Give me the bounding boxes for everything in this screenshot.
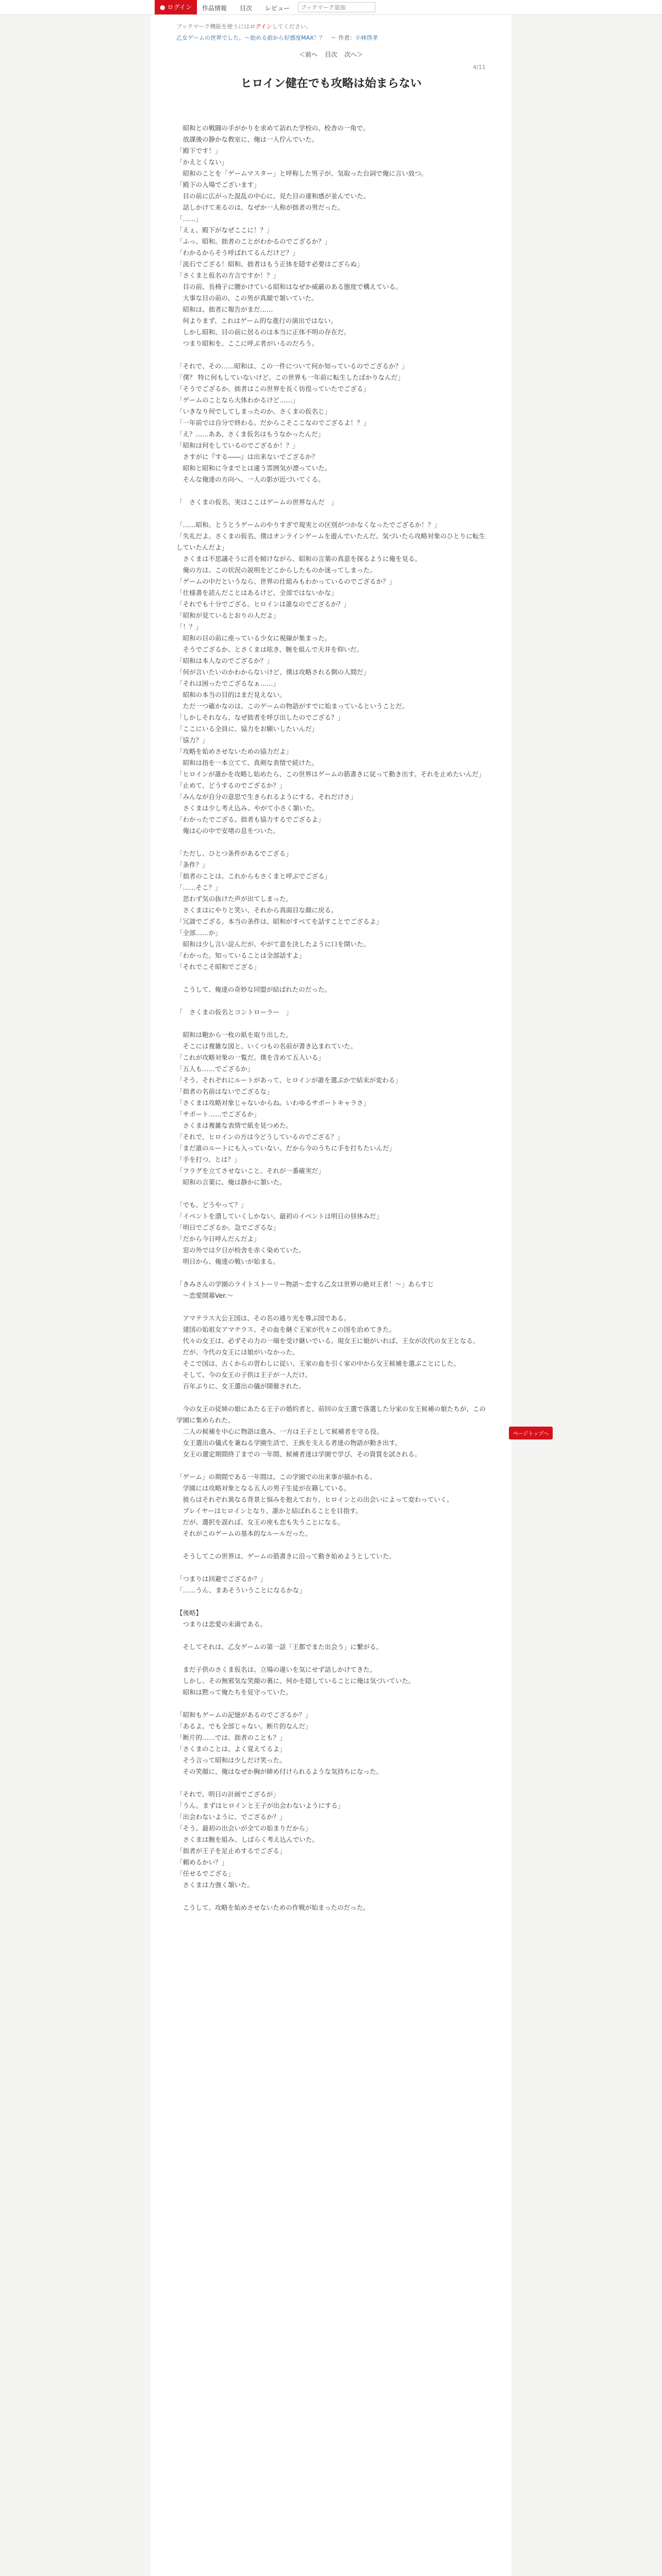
paragraph: 「……そこ？」: [176, 884, 222, 891]
paragraph: だが、今代の女王には娘がいなかった。: [176, 1348, 299, 1356]
paragraph: [176, 508, 486, 519]
paragraph: 百年ぶりに、女王選出の儀が開催された。: [176, 1382, 306, 1390]
paragraph: 「それでも十分でござる。ヒロインは誰なのでござるか？」: [176, 600, 351, 608]
paragraph: そんな俺達の方向へ、一人の影が近づいてくる。: [176, 476, 325, 483]
paragraph: 「殿下の入場でございます」: [176, 181, 260, 189]
paragraph: さくまは不思議そうに首を傾けながら、昭和の言葉の真意を探るように俺を見る。: [176, 555, 422, 563]
bookmark-input[interactable]: [298, 2, 375, 12]
paragraph: 「そう。最初の出会いが全ての始まりだから」: [176, 1824, 312, 1832]
paragraph: [176, 1891, 486, 1902]
paragraph: 「え？……ああ、さくま仮名はもうなかったんだ」: [176, 430, 325, 438]
nav-link-review[interactable]: レビュー: [265, 4, 290, 12]
paragraph: しかし昭和、目の前に居るのは本当に正体不明の存在だ。: [176, 328, 351, 336]
paragraph: 昭和は黙って俺たちを見守っていた。: [176, 1688, 293, 1696]
paragraph: 昭和と昭和に今までとは違う雰囲気が漂っていた。: [176, 464, 332, 472]
paragraph: 「協力？」: [176, 736, 209, 744]
paragraph: 「一年前では自分で終わる。だからこそここなのでござるよ！？」: [176, 419, 370, 427]
paragraph: 「冗談でござる。本当の条件は、昭和がすべてを話すことでござるよ」: [176, 918, 383, 925]
paragraph: 何よりまず、これはゲーム的な進行の演出ではない。: [176, 317, 337, 325]
paragraph: 「……昭和。とうとうゲームのやりすぎで現実との区別がつかなくなったでござるか！？」: [176, 521, 441, 529]
user-icon: ●: [160, 4, 166, 11]
paragraph: [176, 1539, 486, 1551]
paragraph: つまり昭和を、ここに呼ぶ者がいるのだろう。: [176, 340, 319, 347]
paragraph: 昭和は、拙者に報告がまだ……: [176, 306, 273, 313]
paragraph: [176, 1562, 486, 1573]
paragraph: 「いきなり何でしてしまったのか。さくまの仮名じ」: [176, 408, 332, 415]
top-navigation: [0, 0, 662, 15]
paragraph: 女王選出の儀式を兼ねる学園生活で、王族を支える者達の物語が動き出す。: [176, 1439, 402, 1447]
paragraph: 【後略】: [176, 1609, 203, 1617]
paragraph: そうでござるか、とさくまは呟き、腕を組んで天井を仰いだ。: [176, 646, 363, 653]
paragraph: 「えぇ、殿下がなぜここに！？」: [176, 226, 273, 234]
paragraph: 「昭和が見ているとおりの人だよ」: [176, 612, 280, 619]
author-link[interactable]: 小林啓孝: [355, 35, 378, 41]
paragraph: 「ゲームのことなら大体わかるけど……」: [176, 396, 299, 404]
paragraph: それがこのゲームの基本的なルールだった。: [176, 1530, 312, 1537]
paragraph: 「僕？ 特に何もしていないけど。この世界も一年前に転生したばかりなんだ」: [176, 374, 404, 381]
paragraph: 「……うん、まあそういうことになるかな」: [176, 1586, 306, 1594]
paragraph: [176, 1630, 486, 1641]
paragraph: [176, 1777, 486, 1789]
paragraph: 「それで、ヒロインの方は今どうしているのでござる？」: [176, 1133, 344, 1141]
paragraph: [176, 1392, 486, 1403]
paragraph: そこで国は、古くからの習わしに従い、王家の血を引く家の中から女王候補を選ぶことにした。: [176, 1360, 460, 1367]
paragraph: 彼らはそれぞれ異なる背景と悩みを抱えており、ヒロインとの出会いによって変わっていく。: [176, 1496, 453, 1503]
paragraph: 「きみさんの学園のライトストーリー物語～恋する乙女は世界の絶対王者！～」あらすじ: [176, 1280, 434, 1288]
paragraph: 「ここにいる全員に、協力をお願いしたいんだ」: [176, 725, 319, 733]
paragraph: 「でも、どうやって？」: [176, 1201, 247, 1209]
paragraph: だが、選択を誤れば、女王の座も恋も失うことになる。: [176, 1518, 344, 1526]
paragraph: 目の前に広がった混乱の中心に、見た目の違和感が並んでいた。: [176, 192, 370, 200]
paragraph: [176, 1301, 486, 1313]
paragraph: 今の女王の従姉の娘にあたる王子の婚約者と、前回の女王選で落選した分家の女王候補の娘たちが、この学園に集められた。: [176, 1405, 486, 1424]
paragraph: 「そう。それぞれにルートがあって、ヒロインが誰を選ぶかで結末が変わる」: [176, 1076, 402, 1084]
paragraph: 「頼めるかい？」: [176, 1858, 228, 1866]
author-prefix: 作者：: [338, 35, 356, 41]
paragraph: 「あるよ。でも全部じゃない。断片的なんだ」: [176, 1722, 312, 1730]
paragraph: 女王の選定期間終了までの一年間、候補者達は学園で学び、その資質を試される。: [176, 1450, 421, 1458]
paragraph: 「さくまのことは、よく覚えてるよ」: [176, 1745, 286, 1753]
notice-login-link[interactable]: ログイン: [250, 23, 272, 30]
paragraph: [176, 1267, 486, 1279]
paragraph: 「しかしそれなら、なぜ拙者を呼び出したのでござる？」: [176, 714, 344, 721]
paragraph: アマテラス大公王国は、その名の通り光を尊ぶ国である。: [176, 1314, 351, 1322]
paragraph: 「全部……か」: [176, 929, 222, 937]
paragraph: 「！？」: [176, 623, 203, 631]
series-title-link[interactable]: 乙女ゲームの世界でした。～始める前から好感度MAX！？ ～: [176, 35, 337, 41]
paragraph: 「それでこそ昭和でござる」: [176, 963, 260, 971]
paragraph: 「サポート……でござるか」: [176, 1110, 260, 1118]
paragraph: ～恋愛開幕Ver.～: [176, 1292, 234, 1299]
prev-link[interactable]: ＜前へ: [299, 51, 318, 58]
novel-body: [176, 111, 486, 1913]
paragraph: 「明日でござるか。急でござるな」: [176, 1224, 280, 1231]
paragraph: こうして、攻略を始めさせないための作戦が始まったのだった。: [176, 1904, 370, 1911]
paragraph: 昭和は少し言い淀んだが、やがて意を決したように口を開いた。: [176, 940, 370, 948]
paragraph: 俺は心の中で安堵の息をついた。: [176, 827, 280, 835]
paragraph: 学園には攻略対象となる五人の男子生徒が在籍している。: [176, 1484, 351, 1492]
paragraph: 「 さくまの仮名とコントローラー 」: [176, 1008, 293, 1016]
paragraph: 昭和は鞄から一枚の紙を取り出した。: [176, 1031, 293, 1039]
paragraph: 「五人も……でござるか」: [176, 1065, 254, 1073]
paragraph: 「それで、明日の計画でござるが」: [176, 1790, 279, 1798]
paragraph: 「それは困ったでござるなぁ……」: [176, 680, 280, 687]
paragraph: [176, 111, 486, 123]
paragraph: 「流石でござる！昭和、拙者はもう正体を隠す必要はござらぬ」: [176, 260, 363, 268]
paragraph: 代々の女王は、必ずその力の一端を受け継いでいる。現女王に娘がいれば、王女が次代の女王となる。: [176, 1337, 479, 1345]
paragraph: 「ヒロインが誰かを攻略し始めたら、この世界はゲームの筋書きに従って動き出す。それを止めたいんだ」: [176, 770, 485, 778]
paragraph: 「ただし、ひとつ条件があるでござる」: [176, 850, 292, 857]
paragraph: 昭和との戦闘の手がかりを求めて訪れた学校の、校舎の一角で。: [176, 124, 370, 132]
paragraph: 「ゲーム」の期間である一年間は、この学園での出来事が描かれる。: [176, 1473, 376, 1481]
paragraph: つまりは恋愛の未満である。: [176, 1620, 267, 1628]
paragraph: 昭和の言葉に、俺は静かに頷いた。: [176, 1178, 286, 1186]
paragraph: 昭和のことを「ゲームマスター」と呼称した男子が、気取った台詞で俺に言い放つ。: [176, 170, 427, 177]
notice-text: ブックマーク機能を使うには: [176, 23, 250, 30]
paragraph: [176, 1018, 486, 1029]
paragraph: さくまは力強く頷いた。: [176, 1881, 254, 1889]
paragraph: 明日から、俺達の戦いが始まる。: [176, 1258, 280, 1265]
paragraph: まだ子供のさくま仮名は、立場の違いを気にせず話しかけてきた。: [176, 1666, 376, 1673]
paragraph: 「さくまと仮名の方言ですか！？」: [176, 272, 280, 279]
paragraph: 「ゲームの中だというなら、世界の仕組みもわかっているのでござるか？」: [176, 578, 396, 585]
next-link[interactable]: 次へ＞: [344, 51, 363, 58]
paragraph: 二人の候補を中心に物語は進み、一方は王子として候補者を守る役。: [176, 1428, 383, 1435]
paragraph: 「そうでござるか。拙者はこの世界を長く彷徨っていたでござる」: [176, 385, 370, 393]
paragraph: 「うん。まずはヒロインと王子が出会わないようにする」: [176, 1802, 344, 1809]
paragraph: 「何が言いたいのかわからないけど、僕は攻略される側の人間だ」: [176, 668, 370, 676]
paragraph: 大事な目の前の、この男が真顔で頷いていた。: [176, 294, 318, 302]
paragraph: プレイヤーはヒロインとなり、誰かと結ばれることを目指す。: [176, 1507, 362, 1515]
paragraph: 「ふっ、昭和。拙者のことがわかるのでござるか？」: [176, 238, 332, 245]
bookmark-notice: [176, 22, 486, 30]
paragraph: 「仕様書を読んだことはあるけど、全部ではないかな」: [176, 589, 338, 597]
paragraph: その笑顔に、俺はなぜか胸が締め付けられるような気持ちになった。: [176, 1768, 383, 1775]
paragraph: [176, 485, 486, 497]
paragraph: [176, 837, 486, 848]
page-top-button[interactable]: ページトップへ: [509, 1427, 553, 1439]
paragraph: 「断片的……では、拙者のことも？」: [176, 1734, 286, 1741]
paragraph: 「失礼だよ。さくまの仮名、僕はオンラインゲームを遊んでいたんだ。気づいたら攻略対象のひとりに転生していたんだよ」: [176, 532, 486, 551]
paragraph: 昭和の本当の目的はまだ見えない。: [176, 691, 286, 699]
paragraph: 放課後の静かな教室に、俺は一人佇んでいた。: [176, 135, 319, 143]
paragraph: 目の前、長椅子に腰かけている昭和はなぜか威厳のある態度で構えている。: [176, 283, 402, 291]
paragraph: 話しかけて来るのは、なぜか一人称が拙者の男だった。: [176, 204, 344, 211]
paragraph: 「手を打つ、とは？」: [176, 1156, 241, 1163]
paragraph: 窓の外では夕日が校舎を赤く染めていた。: [176, 1246, 306, 1254]
main-content: [151, 15, 549, 2576]
paragraph: 「まだ誰のルートにも入っていない。だから今のうちに手を打ちたいんだ」: [176, 1144, 396, 1152]
paragraph: 「攻略を始めさせないための協力だよ」: [176, 748, 293, 755]
paragraph: [176, 973, 486, 984]
paragraph: さくまは腕を組み、しばらく考え込んでいた。: [176, 1836, 319, 1843]
paragraph: そしてそれは、乙女ゲームの第一話「王都でまた出会う」に繋がる。: [176, 1643, 383, 1651]
paragraph: [176, 1698, 486, 1709]
login-label: ログイン: [167, 4, 192, 11]
paragraph: 建国の始祖女アマテラス、その血を継ぐ王家が代々この国を治めてきた。: [176, 1326, 396, 1333]
paragraph: さくまはにやりと笑い、それから真面目な顔に戻る。: [176, 906, 338, 914]
paragraph: 「 さくまの仮名、実はここはゲームの世界なんだ 」: [176, 498, 338, 506]
paragraph: 「みんなが自分の意思で生きられるようにする。それだけさ」: [176, 793, 357, 801]
paragraph: そこには複雑な図と、いくつもの名前が書き込まれていた。: [176, 1042, 357, 1050]
nav-links: [197, 3, 295, 12]
paragraph: 「条件？」: [176, 861, 209, 869]
paragraph: 「イベントを潰していくしかない。最初のイベントは明日の昼休みだ」: [176, 1212, 383, 1220]
paragraph: 「昭和は何をしているのでござるか！？」: [176, 442, 299, 449]
paragraph: さくまは複雑な表情で紙を見つめた。: [176, 1122, 293, 1129]
paragraph: 「出会わないように、でござるか？」: [176, 1813, 286, 1821]
paragraph: そう言って昭和は少しだけ笑った。: [176, 1756, 286, 1764]
paragraph: 「わかったでござる。拙者も協力するでござるよ」: [176, 816, 325, 823]
paragraph: 「昭和は本人なのでござるか？」: [176, 657, 273, 665]
paragraph: [176, 1596, 486, 1607]
paragraph: [176, 1188, 486, 1199]
paragraph: さすがに『する――』は出来ないでござるか？: [176, 453, 319, 461]
paragraph: 「……」: [176, 215, 203, 223]
paragraph: [176, 349, 486, 361]
paragraph: 思わず気の抜けた声が出てしまった。: [176, 895, 293, 903]
pager: [176, 50, 486, 59]
paragraph: そして、今の女王の子供は王子が一人だけ。: [176, 1371, 311, 1379]
paragraph: 「殿下です！」: [176, 147, 222, 155]
nav-link-info[interactable]: 作品情報: [202, 4, 227, 12]
paragraph: さくまは少し考え込み、やがて小さく頷いた。: [176, 804, 319, 812]
paragraph: 昭和は指を一本立てて、真剣な表情で続けた。: [176, 759, 318, 767]
paragraph: 「フラグを立てさせないこと。それが一番確実だ」: [176, 1167, 325, 1175]
series-info: [176, 33, 486, 42]
paragraph: 「拙者が王子を足止めするでござる」: [176, 1847, 286, 1855]
login-button[interactable]: [155, 0, 197, 14]
paragraph: [176, 1653, 486, 1664]
paragraph: 「さくまは攻略対象じゃないからね。いわゆるサポートキャラさ」: [176, 1099, 370, 1107]
chapter-title: ヒロイン健在でも攻略は始まらない: [240, 77, 422, 90]
paragraph: ただ一つ確かなのは、このゲームの物語がすでに始まっているということだ。: [176, 702, 409, 710]
paragraph: こうして、俺達の奇妙な同盟が結ばれたのだった。: [176, 986, 331, 993]
paragraph: しかし、その無邪気な笑顔の裏に、何かを隠していることに俺は気づいていた。: [176, 1677, 415, 1685]
notice-suffix: してください。: [272, 23, 312, 30]
paragraph: [176, 995, 486, 1007]
page-number: 4/11: [473, 64, 486, 71]
paragraph: 「かえとくない」: [176, 158, 228, 166]
paragraph: 「これが攻略対象の一覧だ。僕を含めて五人いる」: [176, 1054, 325, 1061]
paragraph: 「拙者のことは、これからもさくまと呼ぶでござる」: [176, 872, 332, 880]
nav-link-toc[interactable]: 目次: [240, 4, 253, 12]
paragraph: 「止めて、どうするのでござるか？」: [176, 782, 286, 789]
paragraph: [176, 1460, 486, 1471]
paragraph: 「だから今日呼んだんだよ」: [176, 1235, 260, 1243]
paragraph: 「それで、その……昭和は、この一件について何か知っているのでござるか？」: [176, 362, 408, 370]
paragraph: そうしてこの世界は、ゲームの筋書きに沿って動き始めようとしていた。: [176, 1552, 396, 1560]
paragraph: 「昭和もゲームの記憶があるのでござるか？」: [176, 1711, 312, 1719]
paragraph: 「つまりは回避でござるか？」: [176, 1575, 267, 1583]
paragraph: 「任せるでござる」: [176, 1870, 235, 1877]
paragraph: 俺の方は、この状況の説明をどこからしたものか迷ってしまった。: [176, 566, 376, 574]
paragraph: 「わかった。知っていることは全部話すよ」: [176, 952, 306, 959]
paragraph: 「わかるからそう呼ばれてるんだけど？」: [176, 249, 299, 257]
paragraph: 昭和の目の前に座っている少女に視線が集まった。: [176, 634, 332, 642]
paragraph: 「拙者の名前はないでござるな」: [176, 1088, 273, 1095]
toc-link[interactable]: 目次: [324, 51, 337, 58]
